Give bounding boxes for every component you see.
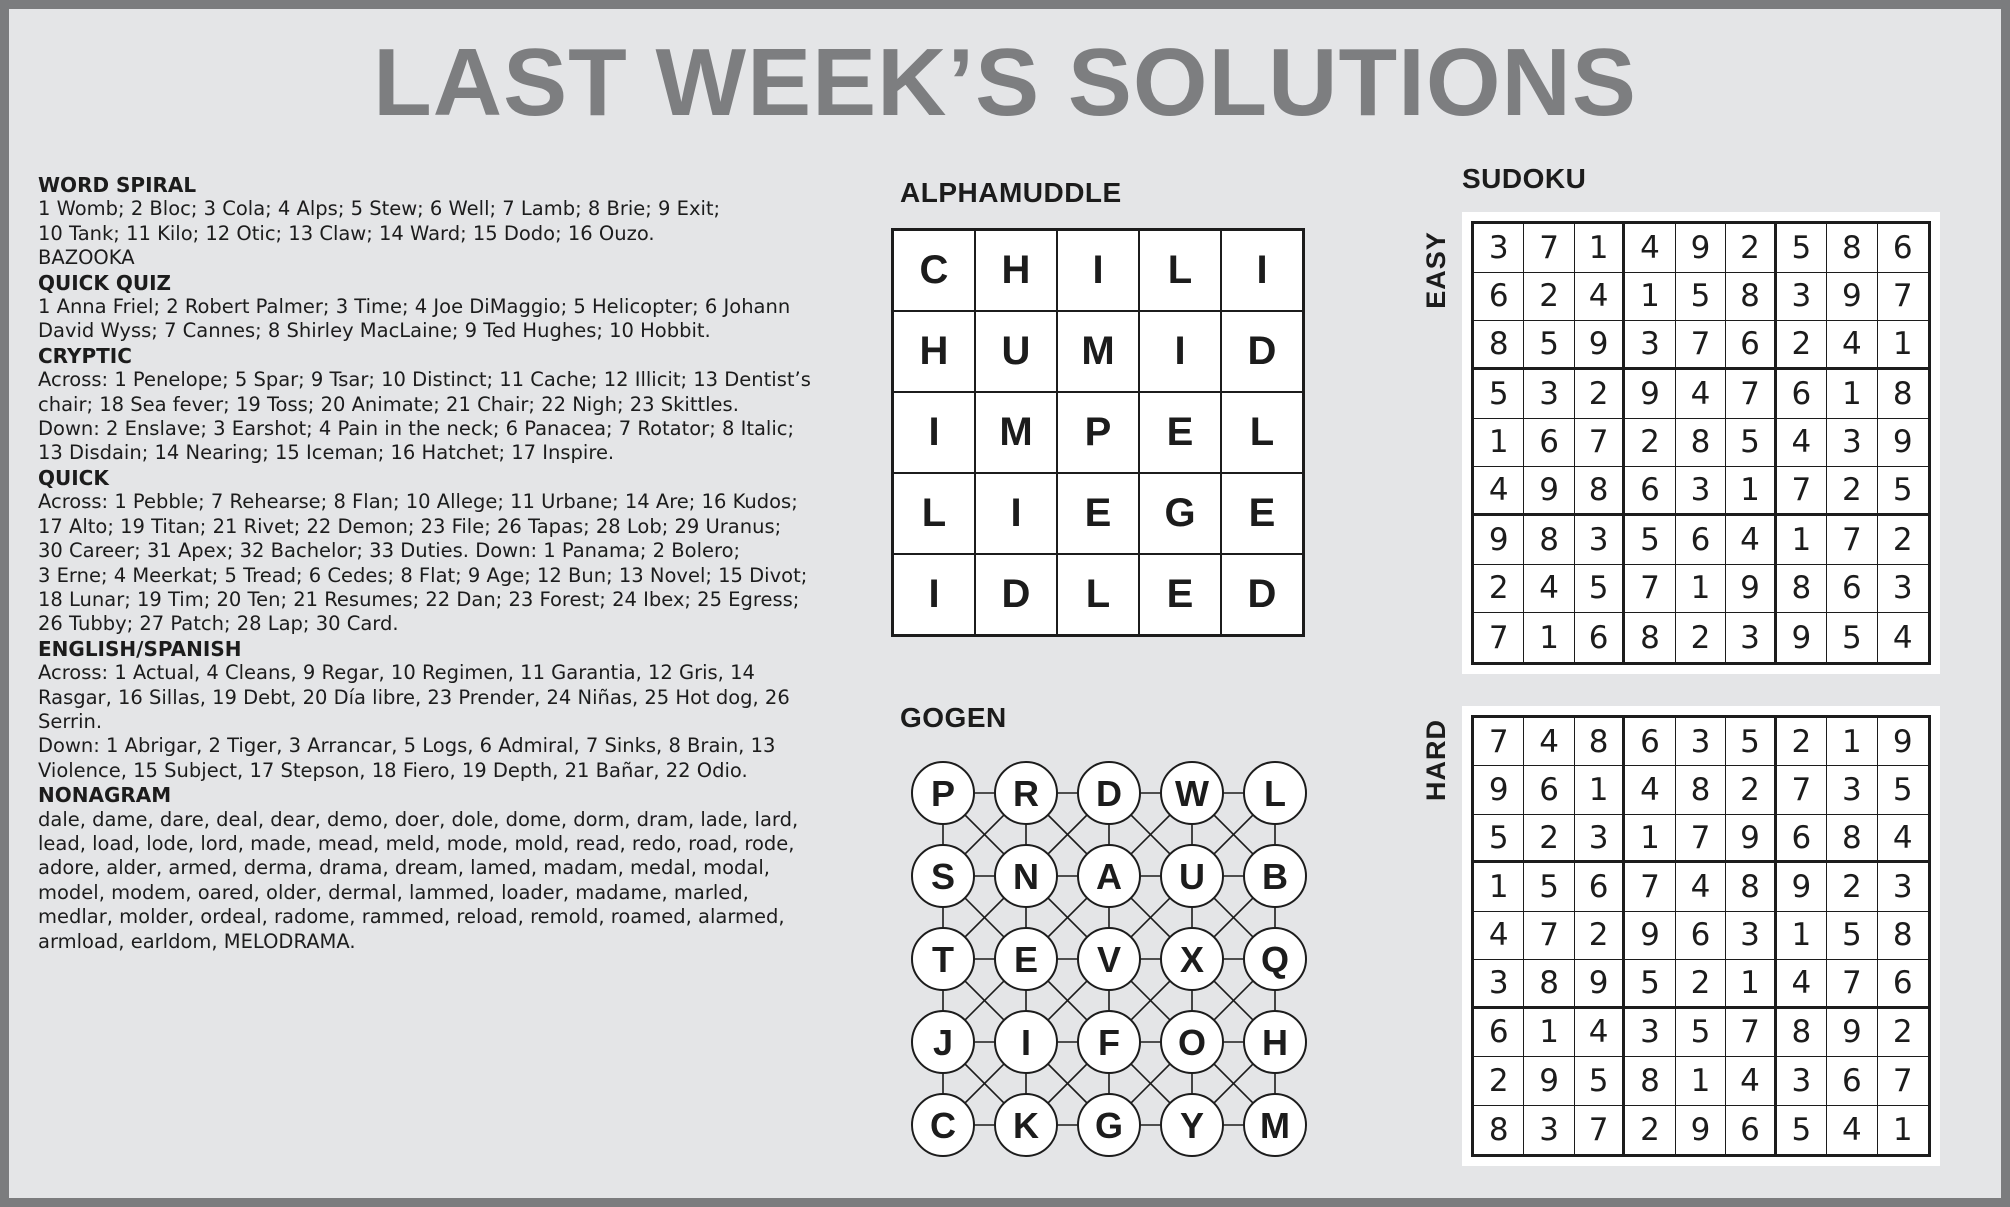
sudoku-cell: 6	[1474, 273, 1524, 322]
gogen-letter: T	[932, 939, 954, 980]
sudoku-cell: 8	[1524, 516, 1574, 565]
sudoku-cell: 7	[1524, 912, 1574, 960]
sudoku-cell: 9	[1676, 1106, 1726, 1154]
sudoku-cell: 6	[1474, 1009, 1524, 1057]
gogen-letter: G	[1094, 1105, 1124, 1146]
sudoku-cell: 2	[1524, 273, 1574, 322]
sudoku-cell: 1	[1676, 565, 1726, 614]
solution-section-title: ENGLISH/SPANISH	[38, 636, 242, 661]
sudoku-cell: 9	[1878, 419, 1928, 468]
sudoku-cell: 6	[1575, 863, 1625, 911]
gogen-letter: U	[1179, 856, 1205, 897]
sudoku-cell: 7	[1726, 1009, 1776, 1057]
sudoku-cell: 4	[1892, 619, 1913, 656]
gogen-node	[995, 762, 1057, 824]
sudoku-cell: 4	[1625, 224, 1675, 273]
sudoku-cell: 7	[1474, 613, 1524, 662]
sudoku-cell: 4	[1474, 912, 1524, 960]
sudoku-cell: 9	[1625, 912, 1675, 960]
gogen-letter: Y	[1179, 1105, 1205, 1146]
sudoku-cell: 7	[1878, 273, 1928, 322]
sudoku-cell: 1	[1726, 467, 1776, 516]
sudoku-cell: 2	[1777, 718, 1827, 766]
gogen-node	[995, 1011, 1057, 1073]
sudoku-cell: 7	[1625, 863, 1675, 911]
sudoku-cell: 1	[1575, 224, 1625, 273]
sudoku-cell: 8	[1827, 815, 1877, 863]
sudoku-cell: 2	[1676, 613, 1726, 662]
gogen-letter: I	[1020, 1022, 1032, 1063]
gogen-letter: P	[930, 773, 956, 814]
page-title: LAST WEEK’S SOLUTIONS	[373, 29, 1637, 136]
sudoku-cell: 9	[1676, 224, 1726, 273]
solution-text-line: 1 Womb; 2 Bloc; 3 Cola; 4 Alps; 5 Stew; 6 Well; 7 Lamb; 8 Brie; 9 Exit;	[38, 197, 721, 221]
sudoku-cell: 8	[1625, 613, 1675, 662]
gogen-letter: M	[1260, 1105, 1290, 1146]
sudoku-cell: 4	[1524, 565, 1574, 614]
gogen-letter: X	[1179, 939, 1205, 980]
sudoku-cell: 9	[1524, 1057, 1574, 1105]
solution-text-line: Across: 1 Penelope; 5 Spar; 9 Tsar; 10 Distinct; 11 Cache; 12 Illicit; 13 Dentist’s	[38, 368, 811, 392]
sudoku-cell: 9	[1878, 718, 1928, 766]
alphamuddle-cell: U	[975, 311, 1057, 392]
sudoku-cell: 2	[1625, 419, 1675, 468]
gogen-letter: L	[1264, 773, 1286, 814]
sudoku-cell: 5	[1625, 960, 1675, 1008]
sudoku-cell: 1	[1827, 370, 1877, 419]
sudoku-cell: 8	[1474, 321, 1524, 370]
gogen-node	[1161, 1094, 1223, 1156]
sudoku-cell: 2	[1878, 1009, 1928, 1057]
gogen-node	[1244, 762, 1306, 824]
sudoku-cell: 2	[1827, 467, 1877, 516]
sudoku-cell: 9	[1575, 321, 1625, 370]
gogen-node	[1244, 1011, 1306, 1073]
sudoku-cell: 7	[1575, 1106, 1625, 1154]
sudoku-cell: 7	[1777, 766, 1827, 814]
alphamuddle-cell: D	[1221, 554, 1303, 635]
gogen-node	[912, 1094, 974, 1156]
solution-text-line: Across: 1 Actual, 4 Cleans, 9 Regar, 10 Regimen, 11 Garantia, 12 Gris, 14	[38, 661, 755, 685]
sudoku-cell: 2	[1474, 1057, 1524, 1105]
sudoku-cell: 5	[1524, 321, 1574, 370]
alphamuddle-cell: E	[1139, 554, 1221, 635]
sudoku-cell: 7	[1575, 419, 1625, 468]
gogen-node	[1161, 762, 1223, 824]
sudoku-cell: 1	[1474, 863, 1524, 911]
sudoku-cell: 5	[1524, 863, 1574, 911]
sudoku-cell: 6	[1777, 370, 1827, 419]
gogen-node	[1244, 1094, 1306, 1156]
solutions-text-column	[38, 173, 818, 954]
sudoku-cell: 6	[1827, 1057, 1877, 1105]
solution-section-title: QUICK	[38, 465, 109, 490]
sudoku-cell: 4	[1726, 516, 1776, 565]
sudoku-cell: 4	[1625, 766, 1675, 814]
sudoku-cell: 9	[1726, 565, 1776, 614]
gogen-letter: W	[1175, 773, 1209, 814]
sudoku-cell: 2	[1625, 1106, 1675, 1154]
sudoku-cell: 8	[1726, 863, 1776, 911]
solution-text-line: 10 Tank; 11 Kilo; 12 Otic; 13 Claw; 14 Ward; 15 Dodo; 16 Ouzo.	[38, 221, 655, 245]
sudoku-cell: 1	[1878, 321, 1928, 370]
gogen-letter: O	[1177, 1022, 1207, 1063]
alphamuddle-cell: L	[1057, 554, 1139, 635]
alphamuddle-cell: M	[975, 392, 1057, 473]
alphamuddle-cell: E	[1221, 473, 1303, 554]
solution-text-line: Violence, 15 Subject, 17 Stepson, 18 Fiero, 19 Depth, 21 Bañar, 22 Odio.	[38, 758, 748, 782]
alphamuddle-cell: E	[1057, 473, 1139, 554]
solution-section-title: NONAGRAM	[38, 783, 172, 808]
sudoku-cell: 6	[1878, 224, 1928, 273]
gogen-letter: N	[1013, 856, 1039, 897]
sudoku-cell: 2	[1827, 863, 1877, 911]
sudoku-cell: 3	[1575, 516, 1625, 565]
sudoku-easy-label: EASY	[1421, 231, 1451, 309]
sudoku-cell: 1	[1575, 766, 1625, 814]
solution-section-title: CRYPTIC	[38, 343, 132, 368]
sudoku-cell: 1	[1777, 912, 1827, 960]
solution-text-line: 30 Career; 31 Apex; 32 Bachelor; 33 Duties. Down: 1 Panama; 2 Bolero;	[38, 539, 741, 563]
solution-text-line: armload, earldom, MELODRAMA.	[38, 929, 356, 953]
sudoku-cell: 3	[1676, 467, 1726, 516]
sudoku-cell: 1	[1474, 419, 1524, 468]
sudoku-cell: 1	[1777, 516, 1827, 565]
gogen-node	[912, 845, 974, 907]
solution-text-line: 1 Anna Friel; 2 Robert Palmer; 3 Time; 4 Joe DiMaggio; 5 Helicopter; 6 Johann	[38, 295, 791, 319]
sudoku-cell: 7	[1827, 516, 1877, 565]
sudoku-cell: 3	[1625, 1009, 1675, 1057]
sudoku-cell: 2	[1726, 224, 1776, 273]
sudoku-cell: 3	[1726, 912, 1776, 960]
sudoku-cell: 8	[1474, 1106, 1524, 1154]
solution-text-line: Serrin.	[38, 709, 103, 733]
sudoku-cell: 5	[1777, 224, 1827, 273]
gogen-node	[1244, 845, 1306, 907]
sudoku-hard-label: HARD	[1421, 719, 1451, 801]
sudoku-cell: 3	[1676, 718, 1726, 766]
sudoku-cell: 2	[1676, 960, 1726, 1008]
gogen-node	[1078, 762, 1140, 824]
sudoku-cell: 2	[1524, 815, 1574, 863]
gogen-letter: H	[1262, 1022, 1288, 1063]
gogen-letter: K	[1013, 1105, 1039, 1146]
sudoku-cell: 6	[1625, 718, 1675, 766]
solution-section-title: QUICK QUIZ	[38, 270, 172, 295]
sudoku-easy	[1462, 212, 1940, 674]
sudoku-heading: SUDOKU	[1462, 163, 1587, 194]
gogen-letter: Q	[1260, 939, 1290, 980]
solution-text-line: 18 Lunar; 19 Tim; 20 Ten; 21 Resumes; 22 Dan; 23 Forest; 24 Ibex; 25 Egress;	[38, 587, 800, 611]
solution-text-line: adore, alder, armed, derma, drama, dream, lamed, madam, medal, modal,	[38, 856, 770, 880]
sudoku-cell: 6	[1676, 516, 1726, 565]
sudoku-cell: 5	[1575, 565, 1625, 614]
sudoku-cell: 6	[1726, 321, 1776, 370]
sudoku-cell: 8	[1575, 467, 1625, 516]
solution-text-line: model, modem, oared, older, dermal, lammed, loader, madame, marled,	[38, 880, 749, 904]
sudoku-cell: 9	[1827, 1009, 1877, 1057]
gogen-node	[1161, 928, 1223, 990]
sudoku-hard-grid	[1471, 715, 1931, 1157]
solution-text-line: Down: 2 Enslave; 3 Earshot; 4 Pain in the neck; 6 Panacea; 7 Rotator; 8 Italic;	[38, 417, 795, 441]
alphamuddle-cell: G	[1139, 473, 1221, 554]
sudoku-cell: 9	[1474, 516, 1524, 565]
sudoku-cell: 8	[1827, 224, 1877, 273]
gogen-node	[1078, 1094, 1140, 1156]
alphamuddle-cell: E	[1139, 392, 1221, 473]
sudoku-cell: 6	[1726, 1106, 1776, 1154]
gogen-node	[995, 928, 1057, 990]
sudoku-cell: 5	[1726, 718, 1776, 766]
sudoku-cell: 7	[1676, 321, 1726, 370]
sudoku-cell: 9	[1777, 863, 1827, 911]
sudoku-cell: 8	[1777, 565, 1827, 614]
solution-text-line: medlar, molder, ordeal, radome, rammed, reload, remold, roamed, alarmed,	[38, 905, 785, 929]
solution-text-line: BAZOOKA	[38, 246, 135, 270]
sudoku-cell: 1	[1827, 718, 1877, 766]
gogen-letter: J	[932, 1022, 954, 1063]
sudoku-cell: 8	[1777, 1009, 1827, 1057]
sudoku-cell: 6	[1676, 912, 1726, 960]
sudoku-cell: 4	[1575, 273, 1625, 322]
alphamuddle-heading: ALPHAMUDDLE	[900, 177, 1122, 208]
sudoku-cell: 1	[1625, 815, 1675, 863]
sudoku-cell: 2	[1575, 370, 1625, 419]
gogen-letter: E	[1013, 939, 1039, 980]
solution-text-line: Rasgar, 16 Sillas, 19 Debt, 20 Día libre, 23 Prender, 24 Niñas, 25 Hot dog, 26	[38, 685, 790, 709]
sudoku-cell: 8	[1524, 960, 1574, 1008]
sudoku-cell: 6	[1777, 815, 1827, 863]
sudoku-cell: 7	[1625, 565, 1675, 614]
sudoku-cell: 9	[1524, 467, 1574, 516]
sudoku-cell: 5	[1827, 912, 1877, 960]
sudoku-cell: 7	[1474, 718, 1524, 766]
alphamuddle-cell: L	[1221, 392, 1303, 473]
sudoku-cell: 2	[1878, 516, 1928, 565]
gogen-grid	[909, 759, 1319, 1169]
sudoku-cell: 7	[1827, 960, 1877, 1008]
sudoku-cell: 2	[1726, 766, 1776, 814]
alphamuddle-cell: D	[1221, 311, 1303, 392]
solution-text-line: 13 Disdain; 14 Nearing; 15 Iceman; 16 Hatchet; 17 Inspire.	[38, 441, 615, 465]
solution-text-line: Across: 1 Pebble; 7 Rehearse; 8 Flan; 10 Allege; 11 Urbane; 14 Are; 16 Kudos;	[38, 490, 798, 514]
gogen-letter: C	[930, 1105, 956, 1146]
sudoku-cell: 9	[1827, 273, 1877, 322]
gogen-node	[1161, 845, 1223, 907]
sudoku-easy-grid	[1471, 221, 1931, 665]
gogen-letter: A	[1096, 856, 1122, 897]
sudoku-cell: 5	[1777, 1106, 1827, 1154]
gogen-node	[912, 762, 974, 824]
sudoku-cell: 3	[1878, 863, 1928, 911]
sudoku-cell: 3	[1777, 273, 1827, 322]
sudoku-cell: 5	[1575, 1057, 1625, 1105]
sudoku-cell: 6	[1878, 960, 1928, 1008]
gogen-letter: V	[1096, 939, 1122, 980]
sudoku-cell: 5	[1827, 613, 1877, 662]
sudoku-cell: 7	[1726, 370, 1776, 419]
alphamuddle-cell: I	[1139, 311, 1221, 392]
sudoku-cell: 6	[1827, 565, 1877, 614]
sudoku-cell: 3	[1777, 1057, 1827, 1105]
gogen-node	[1078, 845, 1140, 907]
sudoku-cell: 5	[1726, 419, 1776, 468]
sudoku-cell: 4	[1726, 1057, 1776, 1105]
sudoku-cell: 3	[1625, 321, 1675, 370]
solution-text-line: Down: 1 Abrigar, 2 Tiger, 3 Arrancar, 5 Logs, 6 Admiral, 7 Sinks, 8 Brain, 13	[38, 734, 776, 758]
gogen-node	[912, 928, 974, 990]
sudoku-cell: 4	[1777, 960, 1827, 1008]
sudoku-cell: 1	[1524, 1009, 1574, 1057]
sudoku-cell: 9	[1625, 370, 1675, 419]
gogen-node	[995, 845, 1057, 907]
alphamuddle-cell: H	[975, 230, 1057, 311]
sudoku-cell: 9	[1575, 960, 1625, 1008]
sudoku-cell: 5	[1676, 273, 1726, 322]
gogen-node	[995, 1094, 1057, 1156]
sudoku-cell: 1	[1625, 273, 1675, 322]
gogen-letter: D	[1096, 773, 1122, 814]
solution-text-line: 17 Alto; 19 Titan; 21 Rivet; 22 Demon; 23 File; 26 Tapas; 28 Lob; 29 Uranus;	[38, 514, 782, 538]
gogen-node	[1078, 1011, 1140, 1073]
alphamuddle-cell: P	[1057, 392, 1139, 473]
sudoku-cell: 6	[1575, 613, 1625, 662]
solution-text-line: 26 Tubby; 27 Patch; 28 Lap; 30 Card.	[38, 612, 399, 636]
sudoku-cell: 4	[1474, 467, 1524, 516]
sudoku-cell: 4	[1524, 718, 1574, 766]
sudoku-cell: 9	[1474, 766, 1524, 814]
alphamuddle-grid	[891, 228, 1305, 637]
sudoku-cell: 9	[1777, 613, 1827, 662]
sudoku-cell: 8	[1676, 766, 1726, 814]
sudoku-cell: 5	[1878, 766, 1928, 814]
alphamuddle-cell: I	[893, 554, 975, 635]
sudoku-cell: 4	[1827, 321, 1877, 370]
sudoku-cell: 5	[1625, 516, 1675, 565]
sudoku-cell: 5	[1474, 370, 1524, 419]
alphamuddle-cell: M	[1057, 311, 1139, 392]
sudoku-cell: 4	[1827, 1106, 1877, 1154]
gogen-letter: R	[1013, 773, 1039, 814]
alphamuddle-cell: D	[975, 554, 1057, 635]
gogen-node	[1244, 928, 1306, 990]
gogen-node	[1078, 928, 1140, 990]
gogen-letter: B	[1262, 856, 1288, 897]
sudoku-cell: 7	[1676, 815, 1726, 863]
sudoku-cell: 6	[1524, 419, 1574, 468]
sudoku-cell: 7	[1878, 1057, 1928, 1105]
sudoku-cell: 2	[1777, 321, 1827, 370]
gogen-heading: GOGEN	[900, 702, 1007, 733]
sudoku-cell: 4	[1676, 370, 1726, 419]
sudoku-cell: 8	[1726, 273, 1776, 322]
sudoku-cell: 4	[1777, 419, 1827, 468]
sudoku-cell: 3	[1524, 370, 1574, 419]
sudoku-cell: 7	[1524, 224, 1574, 273]
sudoku-cell: 4	[1575, 1009, 1625, 1057]
sudoku-hard	[1462, 706, 1940, 1166]
sudoku-cell: 5	[1878, 467, 1928, 516]
sudoku-cell: 5	[1676, 1009, 1726, 1057]
sudoku-cell: 2	[1474, 565, 1524, 614]
gogen-node	[912, 1011, 974, 1073]
sudoku-cell: 3	[1878, 565, 1928, 614]
solution-text-line: chair; 18 Sea fever; 19 Toss; 20 Animate; 21 Chair; 22 Nigh; 23 Skittles.	[38, 392, 739, 416]
solution-section-title: WORD SPIRAL	[38, 173, 197, 197]
sudoku-cell: 3	[1474, 224, 1524, 273]
sudoku-cell: 1	[1726, 960, 1776, 1008]
sudoku-cell: 3	[1726, 613, 1776, 662]
gogen-letter: S	[930, 856, 956, 897]
gogen-letter: F	[1098, 1022, 1120, 1063]
sudoku-cell: 8	[1878, 912, 1928, 960]
sudoku-cell: 8	[1625, 1057, 1675, 1105]
alphamuddle-cell: L	[893, 473, 975, 554]
sudoku-cell: 6	[1524, 766, 1574, 814]
sudoku-cell: 5	[1474, 815, 1524, 863]
sudoku-cell: 3	[1524, 1106, 1574, 1154]
alphamuddle-cell: L	[1139, 230, 1221, 311]
sudoku-cell: 7	[1777, 467, 1827, 516]
solution-text-line: dale, dame, dare, deal, dear, demo, doer, dole, dome, dorm, dram, lade, lard,	[38, 807, 799, 831]
sudoku-cell: 3	[1575, 815, 1625, 863]
alphamuddle-cell: I	[1221, 230, 1303, 311]
sudoku-cell: 9	[1726, 815, 1776, 863]
sudoku-cell: 6	[1625, 467, 1675, 516]
sudoku-cell: 4	[1676, 863, 1726, 911]
solution-text-line: lead, load, lode, lord, made, mead, meld, mode, mold, read, redo, road, rode,	[38, 831, 795, 855]
solution-text-line: 3 Erne; 4 Meerkat; 5 Tread; 6 Cedes; 8 Flat; 9 Age; 12 Bun; 13 Novel; 15 Divot;	[38, 563, 808, 587]
gogen-node	[1161, 1011, 1223, 1073]
sudoku-cell: 2	[1575, 912, 1625, 960]
alphamuddle-cell: I	[1057, 230, 1139, 311]
sudoku-cell: 8	[1676, 419, 1726, 468]
solution-text-line: David Wyss; 7 Cannes; 8 Shirley MacLaine; 9 Ted Hughes; 10 Hobbit.	[38, 319, 711, 343]
sudoku-cell: 3	[1827, 419, 1877, 468]
alphamuddle-cell: I	[975, 473, 1057, 554]
sudoku-cell: 8	[1878, 370, 1928, 419]
alphamuddle-cell: I	[893, 392, 975, 473]
sudoku-cell: 1	[1676, 1057, 1726, 1105]
sudoku-cell: 1	[1892, 1111, 1913, 1148]
sudoku-cell: 4	[1878, 815, 1928, 863]
sudoku-cell: 3	[1474, 960, 1524, 1008]
alphamuddle-cell: H	[893, 311, 975, 392]
alphamuddle-cell: C	[893, 230, 975, 311]
sudoku-cell: 3	[1827, 766, 1877, 814]
sudoku-cell: 1	[1524, 613, 1574, 662]
sudoku-cell: 8	[1575, 718, 1625, 766]
